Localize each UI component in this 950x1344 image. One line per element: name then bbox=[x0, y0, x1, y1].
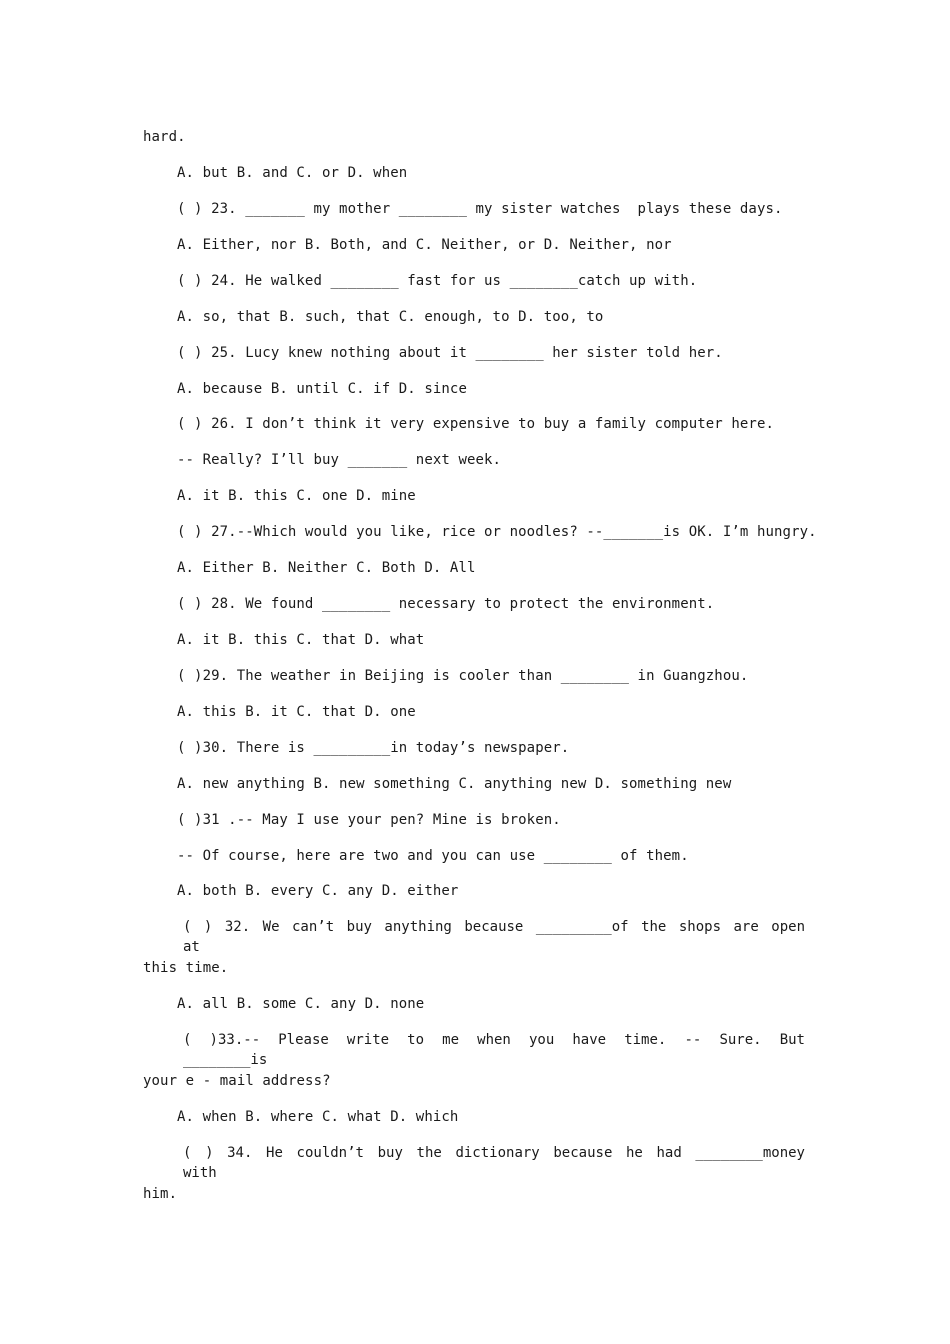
answer-options: A. Either, nor B. Both, and C. Neither, or D. Neither, nor bbox=[177, 237, 672, 253]
question-27: ( ) 27.--Which would you like, rice or noodles? --_______is OK. I’m hungry. bbox=[177, 524, 817, 540]
question-34: ( ) 34. He couldn’t buy the dictionary because he had ________money with bbox=[183, 1145, 805, 1181]
answer-options: A. Either B. Neither C. Both D. All bbox=[177, 560, 476, 576]
question-28: ( ) 28. We found ________ necessary to protect the environment. bbox=[177, 596, 715, 612]
question-33: ( )33.-- Please write to me when you have time. -- Sure. But ________is bbox=[183, 1032, 805, 1068]
text-line: your e - mail address? bbox=[143, 1073, 331, 1089]
question-25: ( ) 25. Lucy knew nothing about it ________ her sister told her. bbox=[177, 345, 723, 361]
text-line: hard. bbox=[143, 129, 186, 145]
question-30: ( )30. There is _________in today’s newspaper. bbox=[177, 740, 570, 756]
question-32: ( ) 32. We can’t buy anything because _________of the shops are open at bbox=[183, 919, 805, 955]
answer-options: A. but B. and C. or D. when bbox=[177, 165, 408, 181]
dialogue-line: -- Of course, here are two and you can use ________ of them. bbox=[177, 848, 689, 864]
dialogue-line: -- Really? I’ll buy _______ next week. bbox=[177, 452, 502, 468]
question-29: ( )29. The weather in Beijing is cooler than ________ in Guangzhou. bbox=[177, 668, 749, 684]
answer-options: A. because B. until C. if D. since bbox=[177, 381, 467, 397]
answer-options: A. it B. this C. that D. what bbox=[177, 632, 425, 648]
question-26: ( ) 26. I don’t think it very expensive to buy a family computer here. bbox=[177, 416, 775, 432]
question-23: ( ) 23. _______ my mother ________ my sister watches plays these days. bbox=[177, 201, 783, 217]
answer-options: A. when B. where C. what D. which bbox=[177, 1109, 459, 1125]
answer-options: A. this B. it C. that D. one bbox=[177, 704, 416, 720]
answer-options: A. all B. some C. any D. none bbox=[177, 996, 425, 1012]
text-line: this time. bbox=[143, 960, 229, 976]
answer-options: A. both B. every C. any D. either bbox=[177, 883, 459, 899]
answer-options: A. new anything B. new something C. anything new D. something new bbox=[177, 776, 732, 792]
text-line: him. bbox=[143, 1186, 178, 1202]
question-31: ( )31 .-- May I use your pen? Mine is broken. bbox=[177, 812, 561, 828]
answer-options: A. it B. this C. one D. mine bbox=[177, 488, 416, 504]
question-24: ( ) 24. He walked ________ fast for us ________catch up with. bbox=[177, 273, 698, 289]
answer-options: A. so, that B. such, that C. enough, to D. too, to bbox=[177, 309, 604, 325]
